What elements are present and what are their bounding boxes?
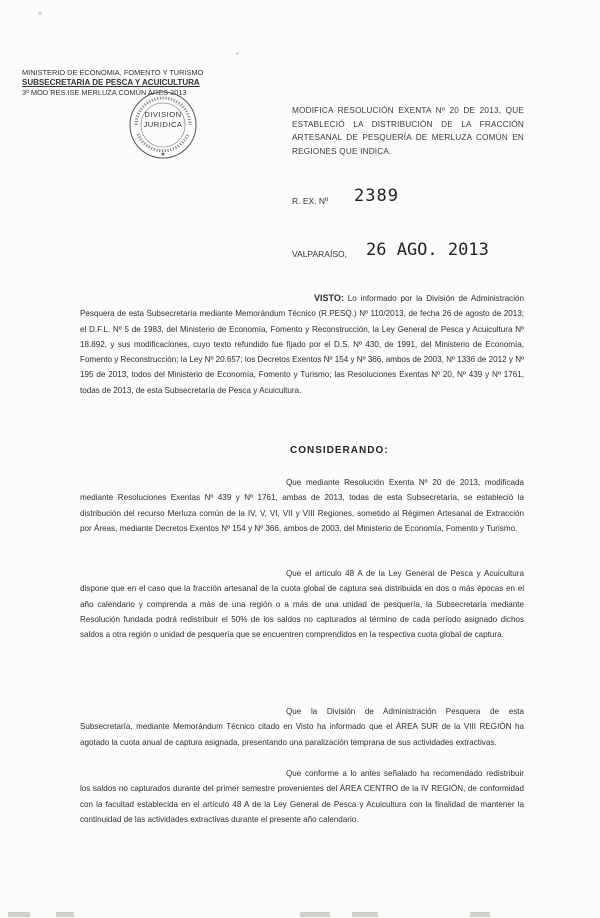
visto-paragraph [80,291,524,398]
considerando-heading: CONSIDERANDO: [290,445,389,456]
svg-text:★: ★ [160,151,166,158]
document-reference: 3ª MOD RES.ISE MERLUZA COMÚN ARES 2013 [22,88,187,97]
resolution-number: 2389 [354,186,399,206]
date-stamp: 26 AGO. 2013 [366,240,489,260]
considerando-text-2: Que el artículo 48 A de la Ley General de Pesca y Acuicultura dispone que en el caso que la fracción artesanal de la cuota global de captura sea distribuida en dos o más épocas en el año calendario y comprenda a más de una región o a más de una unidad de pesquería, la Subsecretaría mediante Resolución fundada podrá redistribuir el 50% de los saldos no capturados al término de cada período asignado dichos saldos a otra región o unidad de pesquería que se encuentren comprendidos en la respectiva cuota global de captura. [80,569,524,640]
considerando-paragraph-3 [80,704,524,750]
scan-bottom-edge [0,912,600,918]
resolution-label: R. EX. Nº [292,196,329,206]
visto-label: VISTO: [314,293,344,303]
subsecretaria-name: SUBSECRETARIA DE PESCA Y ACUICULTURA [22,78,200,87]
considerando-text-4: Que conforme a lo antes señalado ha recomendado redistribuir los saldos no capturados durante del primer semestre provenientes del ÁREA CENTRO de la IV REGIÓN, de conformidad con la facultad establecida en el artículo 48 A de la Ley General de Pesca y Acuicultura con la finalidad de mantener la continuidad de las actividades extractivas durante el presente año calendario. [80,769,524,824]
considerando-paragraph-2 [80,566,524,642]
visto-text: Lo informado por la División de Administración Pesquera de esta Subsecretaría mediante Memorándum Técnico (R.PESQ.) Nº 110/2013, de fecha 26 de agosto de 2013; el D.F.L. Nº 5 de 1983, del Ministerio de Economía, Fomento y Reconstrucción, la Ley General de Pesca y Acuicultura Nº 18.892, y sus modificaciones, cuyo texto refundido fue fijado por el D.S. Nº 430, de 1991, del Ministerio de Economía, Fomento y Reconstrucción; la Ley Nº 20.657; los Decretos Exentos Nº 154 y Nº 366, ambos de 2003, Nº 1336 de 2012 y Nº 195 de 2013, todos del Ministerio de Economía, Fomento y Turismo; las Resoluciones Exentas Nº 20, Nº 439 y Nº 1761, todas de 2013, de esta Subsecretaría de Pesca y Acuicultura. [80,294,524,395]
stamp-text [128,110,198,130]
considerando-paragraph-4 [80,766,524,827]
considerando-paragraph-1 [80,475,524,536]
resolution-title: MODIFICA RESOLUCIÓN EXENTA Nº 20 DE 2013, QUE ESTABLECIÓ LA DISTRIBUCIÓN DE LA FRACCIÓN ARTESANAL DE PESQUERÍA DE MERLUZA COMÚN EN REGIONES QUE INDICA. [292,106,524,156]
scan-mark [236,52,239,55]
stamp-line-1: DIVISION [144,110,182,119]
considerando-text-1: Que mediante Resolución Exenta Nº 20 de 2013, modificada mediante Resoluciones Exentas Nº 439 y Nº 1761, ambas de 2013, todas de esta Subsecretaría, se estableció la distribución del recurso Merluza común de la IV, V, VI, VII y VIII Regiones, sometido al Régimen Artesanal de Extracción por Áreas, mediante Decretos Exentos Nº 154 y Nº 366, ambos de 2003, del Ministerio de Economía, Fomento y Turismo. [80,478,524,533]
ministry-name: MINISTERIO DE ECONOMIA, FOMENTO Y TURISMO [22,68,204,77]
scan-mark [38,12,42,15]
stamp-line-2: JURIDICA [143,120,183,129]
considerando-text-3: Que la División de Administración Pesquera de esta Subsecretaría, mediante Memorándum Técnico citado en Visto ha informado que el ÁREA SUR de la VIII REGIÓN ha agotado la cuota anual de captura asignada, presentando una paralización temprana de sus actividades extractivas. [80,707,524,747]
city-label: VALPARAÍSO, [292,249,347,259]
